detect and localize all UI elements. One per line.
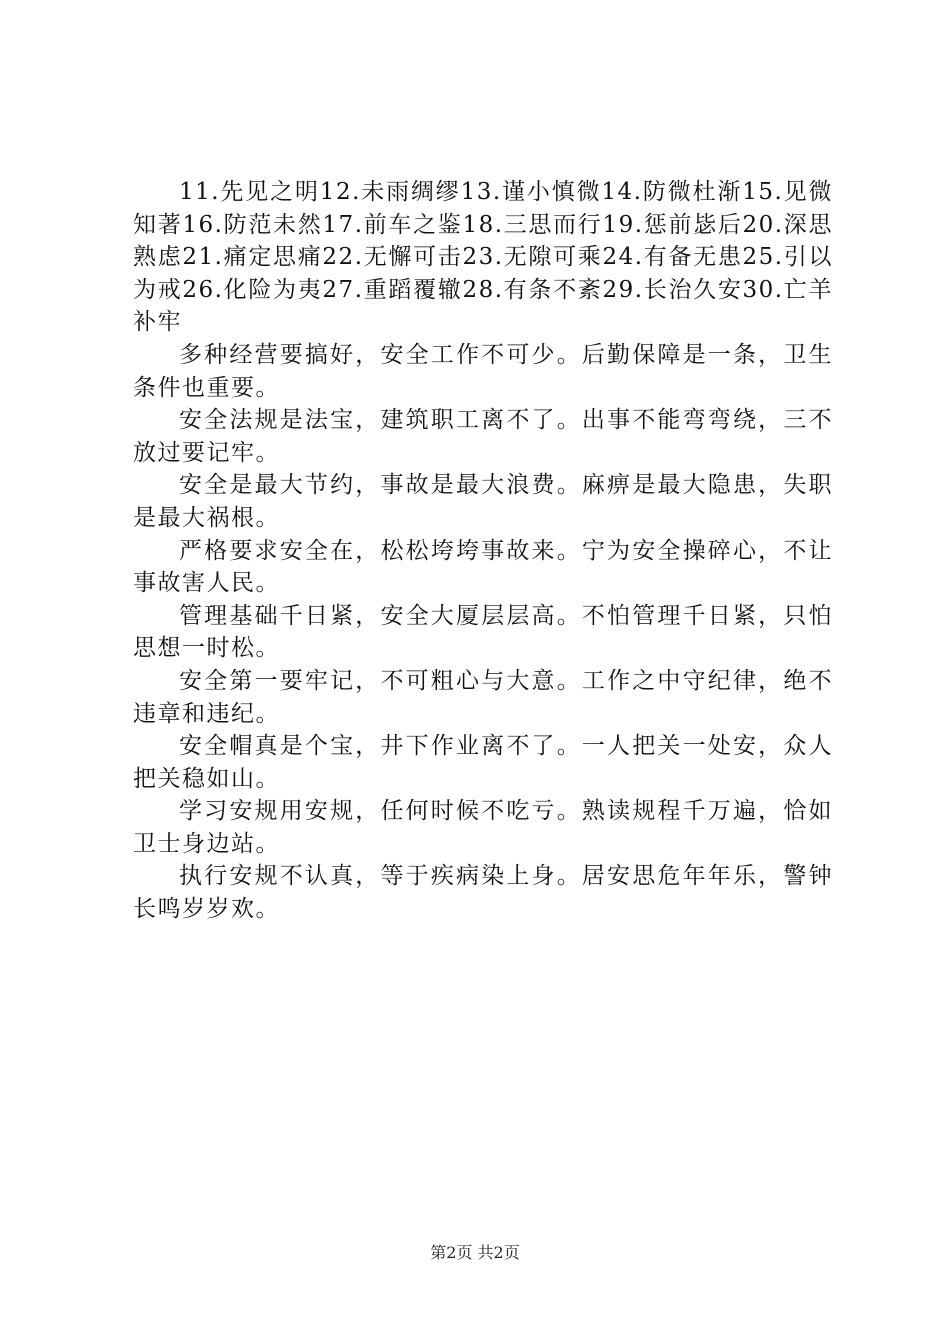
slogan-paragraph: 安全帽真是个宝，井下作业离不了。一人把关一处安，众人把关稳如山。 — [133, 733, 833, 792]
slogan-paragraph: 多种经营要搞好，安全工作不可少。后勤保障是一条，卫生条件也重要。 — [133, 341, 833, 401]
slogan-paragraph: 管理基础千日紧，安全大厦层层高。不怕管理千日紧，只怕思想一时松。 — [133, 602, 833, 662]
document-body — [133, 176, 833, 926]
slogan-paragraph: 严格要求安全在，松松垮垮事故来。宁为安全操碎心，不让事故害人民。 — [133, 537, 833, 597]
slogan-paragraph: 安全第一要牢记，不可粗心与大意。工作之中守纪律，绝不违章和违纪。 — [133, 667, 833, 727]
slogan-paragraph: 执行安规不认真，等于疾病染上身。居安思危年年乐，警钟长鸣岁岁欢。 — [133, 863, 833, 923]
slogan-paragraph: 安全是最大节约，事故是最大浪费。麻痹是最大隐患，失职是最大祸根。 — [133, 472, 833, 531]
idiom-list-paragraph: 11.先见之明12.未雨绸缪13.谨小慎微14.防微杜渐15.见微知著16.防范未然17.前车之鉴18.三思而行19.惩前毖后20.深思熟虑21.痛定思痛22.无懈可击23.无隙可乘24.有备无患25.引以为戒26.化险为夷27.重蹈覆辙28.有条不紊29.长治久安30.亡羊补牢 — [133, 179, 833, 336]
slogan-paragraph: 安全法规是法宝，建筑职工离不了。出事不能弯弯绕，三不放过要记牢。 — [133, 407, 833, 466]
slogan-paragraph: 学习安规用安规，任何时候不吃亏。熟读规程千万遍，恰如卫士身边站。 — [133, 798, 833, 857]
page-footer: 第2页 共2页 — [430, 1243, 520, 1262]
